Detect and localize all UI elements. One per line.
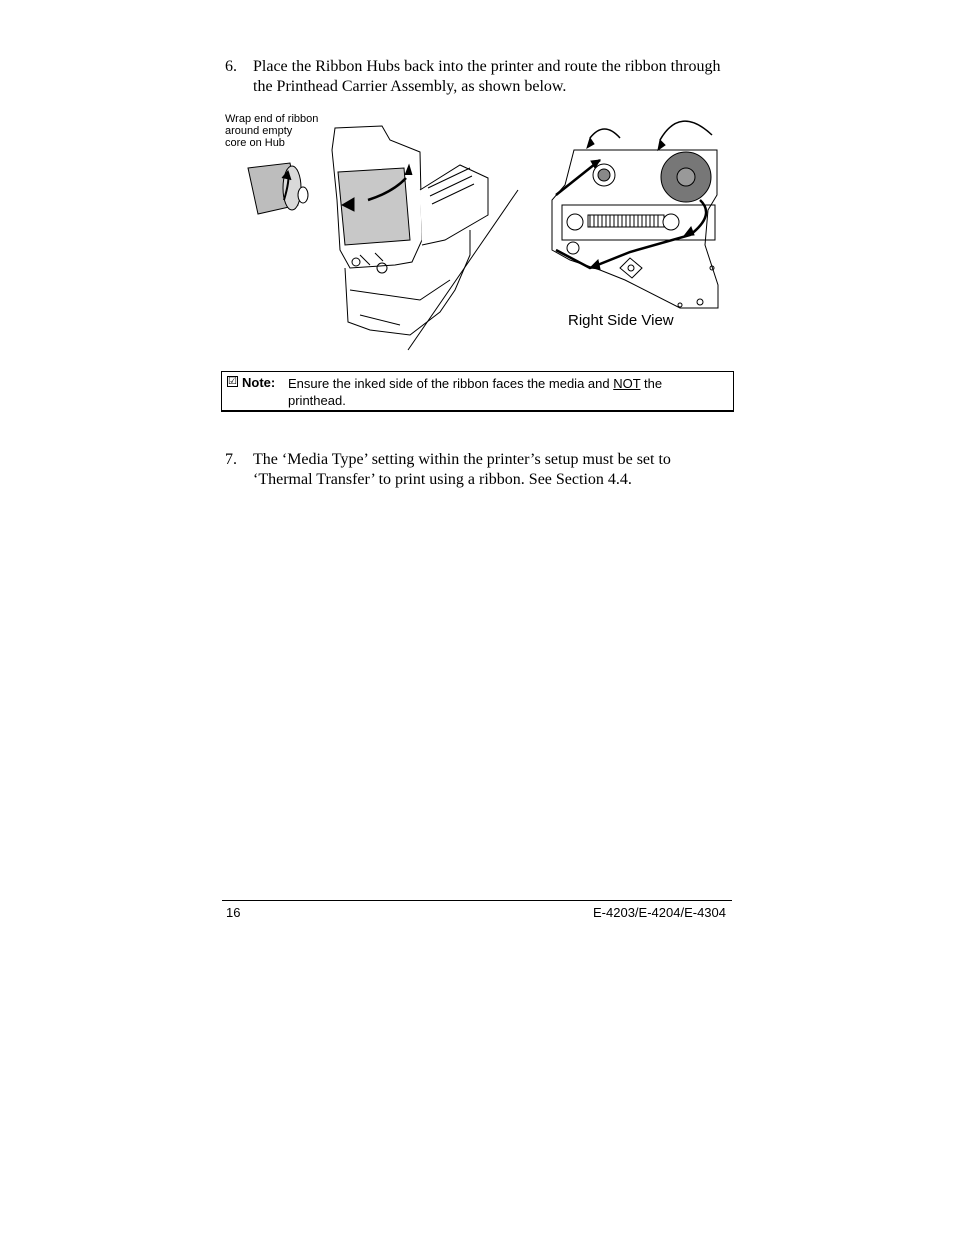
step-text: The ‘Media Type’ setting within the printer’s setup must be set to ‘Thermal Transfer’ to print using a ribbon. See Section 4.4. <box>253 451 671 488</box>
note-text <box>288 375 718 409</box>
figure-callout <box>225 113 318 149</box>
note-emphasis: NOT <box>613 376 641 391</box>
callout-line: core on Hub <box>225 137 285 149</box>
step-text: Place the Ribbon Hubs back into the printer and route the ribbon through the Printhead Carrier Assembly, as shown below. <box>253 58 721 95</box>
note-box <box>221 371 734 412</box>
checkbox-icon: ☑ <box>228 376 237 387</box>
right-side-view-drawing <box>552 121 718 308</box>
page-number: 16 <box>226 905 241 920</box>
note-label: Note: <box>242 375 276 390</box>
model-number: E-4203/E-4204/E-4304 <box>593 905 726 920</box>
footer-divider <box>222 900 732 901</box>
step-number: 6. <box>225 58 237 75</box>
callout-line: Wrap end of ribbon <box>225 113 319 125</box>
note-text-end: the printhead. <box>288 376 663 408</box>
note-text-start: Ensure the inked side of the ribbon faces the media and <box>288 376 614 391</box>
callout-line: around empty <box>225 125 293 137</box>
right-side-view-label: Right Side View <box>568 312 674 329</box>
step-number: 7. <box>225 451 237 468</box>
ribbon-core-drawing <box>248 163 308 214</box>
printer-drawing <box>332 126 518 350</box>
